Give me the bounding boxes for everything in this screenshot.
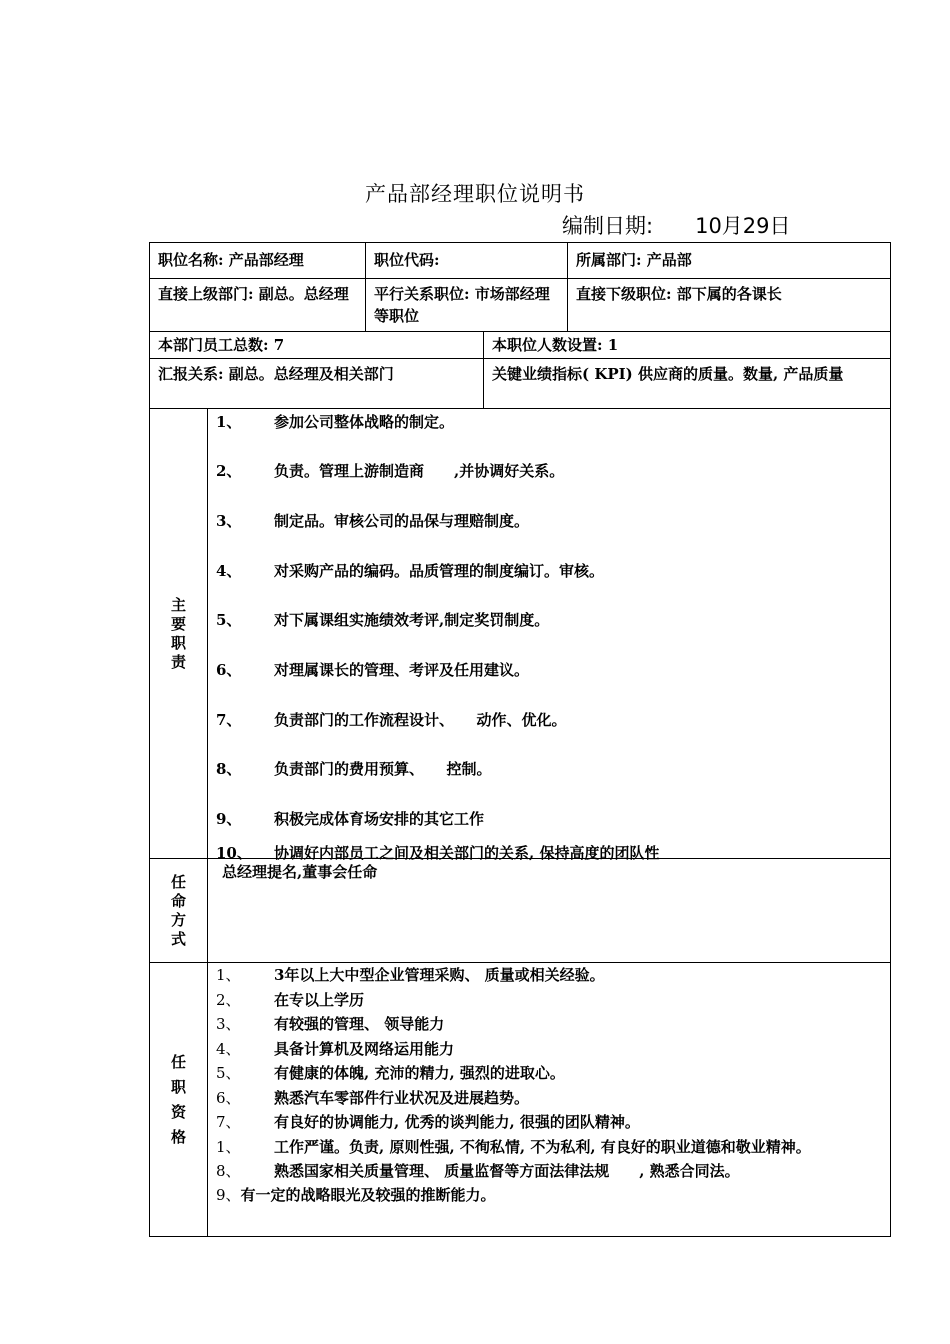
date-value: 10月29日 — [695, 214, 791, 238]
superior-cell: 直接上级部门: 副总。总经理 — [150, 279, 366, 332]
duties-list — [216, 411, 882, 862]
list-item: 9、 有一定的战略眼光及较强的推断能力。 — [216, 1185, 496, 1204]
position-name-cell: 职位名称: 产品部经理 — [150, 243, 366, 279]
compile-date — [562, 210, 791, 240]
kpi-cell: 关键业绩指标( KPI) 供应商的质量。数量, 产品质量 — [484, 359, 891, 409]
list-item: 10、 协调好内部员工之间及相关部门的关系, 保持高度的团队性 — [216, 844, 660, 862]
reporting-cell: 汇报关系: 副总。总经理及相关部门 — [150, 359, 484, 409]
list-item: 6、 熟悉汽车零部件行业状况及进展趋势。 — [216, 1088, 530, 1107]
staff-total-cell: 本部门员工总数: 7 — [150, 332, 484, 359]
list-item: 5、 有健康的体魄, 充沛的精力, 强烈的进取心。 — [216, 1064, 565, 1082]
subordinate-cell: 直接下级职位: 部下属的各课长 — [568, 279, 891, 332]
list-item: 1、 工作严谨。负责, 原则性强, 不徇私情, 不为私利, 有良好的职业道德和敬业精神。 — [216, 1137, 811, 1156]
list-item: 9、 积极完成体育场安排的其它工作 — [216, 810, 485, 828]
qualifications-label: 任 职 资 格 — [150, 963, 208, 1237]
job-description-table — [149, 242, 891, 1237]
qualifications-list — [216, 963, 882, 1206]
page-title: 产品部经理职位说明书 — [365, 182, 585, 206]
list-item: 5、 对下属课组实施绩效考评,制定奖罚制度。 — [216, 611, 550, 629]
list-item: 8、 熟悉国家相关质量管理、 质量监督等方面法律法规 , 熟悉合同法。 — [216, 1162, 740, 1180]
position-code-cell: 职位代码: — [366, 243, 568, 279]
list-item: 4、 对采购产品的编码。品质管理的制度编订。审核。 — [216, 562, 605, 580]
list-item: 8、 负责部门的费用预算、 控制。 — [216, 760, 492, 778]
list-item: 2、 在专以上学历 — [216, 990, 365, 1009]
appointment-label: 任 命 方 式 — [150, 859, 208, 963]
parallel-cell: 平行关系职位: 市场部经理等职位 — [366, 279, 568, 332]
date-label: 编制日期: — [562, 214, 654, 238]
department-cell: 所属部门: 产品部 — [568, 243, 891, 279]
list-item: 2、 负责。管理上游制造商 ,并协调好关系。 — [216, 462, 565, 480]
list-item: 3、 制定品。审核公司的品保与理赔制度。 — [216, 512, 530, 530]
list-item: 7、 负责部门的工作流程设计、 动作、优化。 — [216, 711, 567, 729]
qualifications-cell — [208, 963, 891, 1237]
headcount-cell: 本职位人数设置: 1 — [484, 332, 891, 359]
duties-label: 主 要 职 责 — [150, 409, 208, 859]
appointment-cell: 总经理提名,董事会任命 — [208, 859, 891, 963]
duties-cell — [208, 409, 891, 862]
list-item: 6、 对理属课长的管理、考评及任用建议。 — [216, 661, 530, 679]
list-item: 4、 具备计算机及网络运用能力 — [216, 1039, 455, 1058]
list-item: 1、 3年以上大中型企业管理采购、 质量或相关经验。 — [216, 966, 605, 984]
list-item: 1、 参加公司整体战略的制定。 — [216, 413, 455, 431]
list-item: 7、 有良好的协调能力, 优秀的谈判能力, 很强的团队精神。 — [216, 1113, 640, 1131]
list-item: 3、 有较强的管理、 领导能力 — [216, 1015, 445, 1033]
